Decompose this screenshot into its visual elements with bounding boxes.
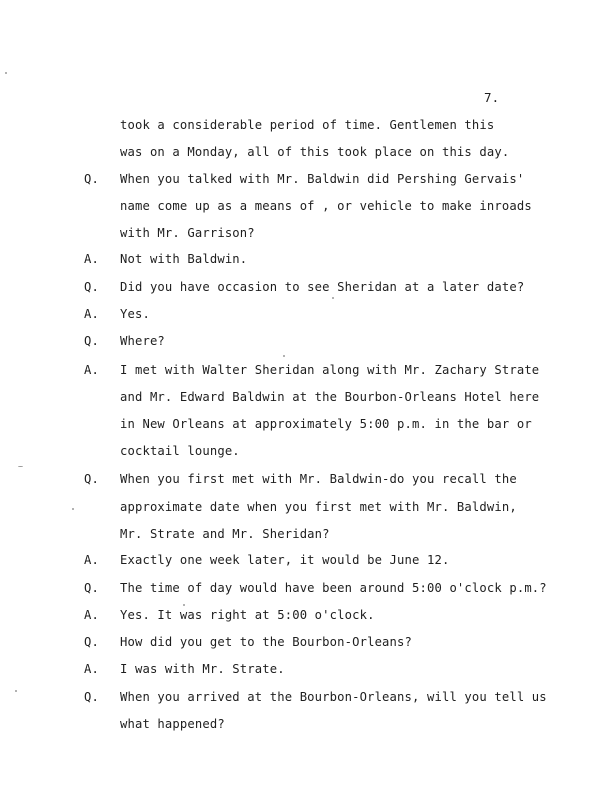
line-text: was on a Monday, all of this took place on this day. [120, 145, 510, 159]
scan-speck [332, 297, 334, 299]
line-label: Q. [84, 635, 99, 649]
line-label: Q. [84, 334, 99, 348]
line-label: A. [84, 553, 99, 567]
line-label: A. [84, 662, 99, 676]
scan-speck [183, 604, 185, 606]
line-text: When you arrived at the Bourbon-Orleans, will you tell us [120, 690, 547, 704]
line-text: in New Orleans at approximately 5:00 p.m. in the bar or [120, 417, 532, 431]
line-text: I was with Mr. Strate. [120, 662, 285, 676]
line-text: approximate date when you first met with Mr. Baldwin, [120, 500, 517, 514]
line-label: A. [84, 252, 99, 266]
line-text: How did you get to the Bourbon-Orleans? [120, 635, 413, 649]
line-text: Not with Baldwin. [120, 252, 248, 266]
line-label: A. [84, 307, 99, 321]
line-text: and Mr. Edward Baldwin at the Bourbon-Orleans Hotel here [120, 390, 540, 404]
scan-speck [72, 508, 74, 510]
line-text: what happened? [120, 717, 225, 731]
scan-speck [283, 355, 285, 357]
line-text: Did you have occasion to see Sheridan at a later date? [120, 280, 525, 294]
line-label: A. [84, 363, 99, 377]
scan-speck [18, 466, 23, 467]
line-text: took a considerable period of time. Gentlemen this [120, 118, 495, 132]
line-label: Q. [84, 690, 99, 704]
line-text: Exactly one week later, it would be June 12. [120, 553, 450, 567]
line-text: When you first met with Mr. Baldwin-do you recall the [120, 472, 517, 486]
page-number: 7. [484, 90, 500, 105]
scan-speck [5, 72, 7, 74]
line-text: Yes. [120, 307, 150, 321]
line-text: Mr. Strate and Mr. Sheridan? [120, 527, 330, 541]
line-text: name come up as a means of , or vehicle to make inroads [120, 199, 532, 213]
line-text: I met with Walter Sheridan along with Mr. Zachary Strate [120, 363, 540, 377]
line-label: Q. [84, 280, 99, 294]
line-text: Yes. It was right at 5:00 o'clock. [120, 608, 375, 622]
line-label: Q. [84, 172, 99, 186]
line-text: Where? [120, 334, 165, 348]
line-label: Q. [84, 581, 99, 595]
line-label: A. [84, 608, 99, 622]
scan-speck [15, 690, 17, 692]
line-text: cocktail lounge. [120, 444, 240, 458]
line-text: When you talked with Mr. Baldwin did Pershing Gervais' [120, 172, 525, 186]
line-text: with Mr. Garrison? [120, 226, 255, 240]
line-label: Q. [84, 472, 99, 486]
line-text: The time of day would have been around 5:00 o'clock p.m.? [120, 581, 547, 595]
